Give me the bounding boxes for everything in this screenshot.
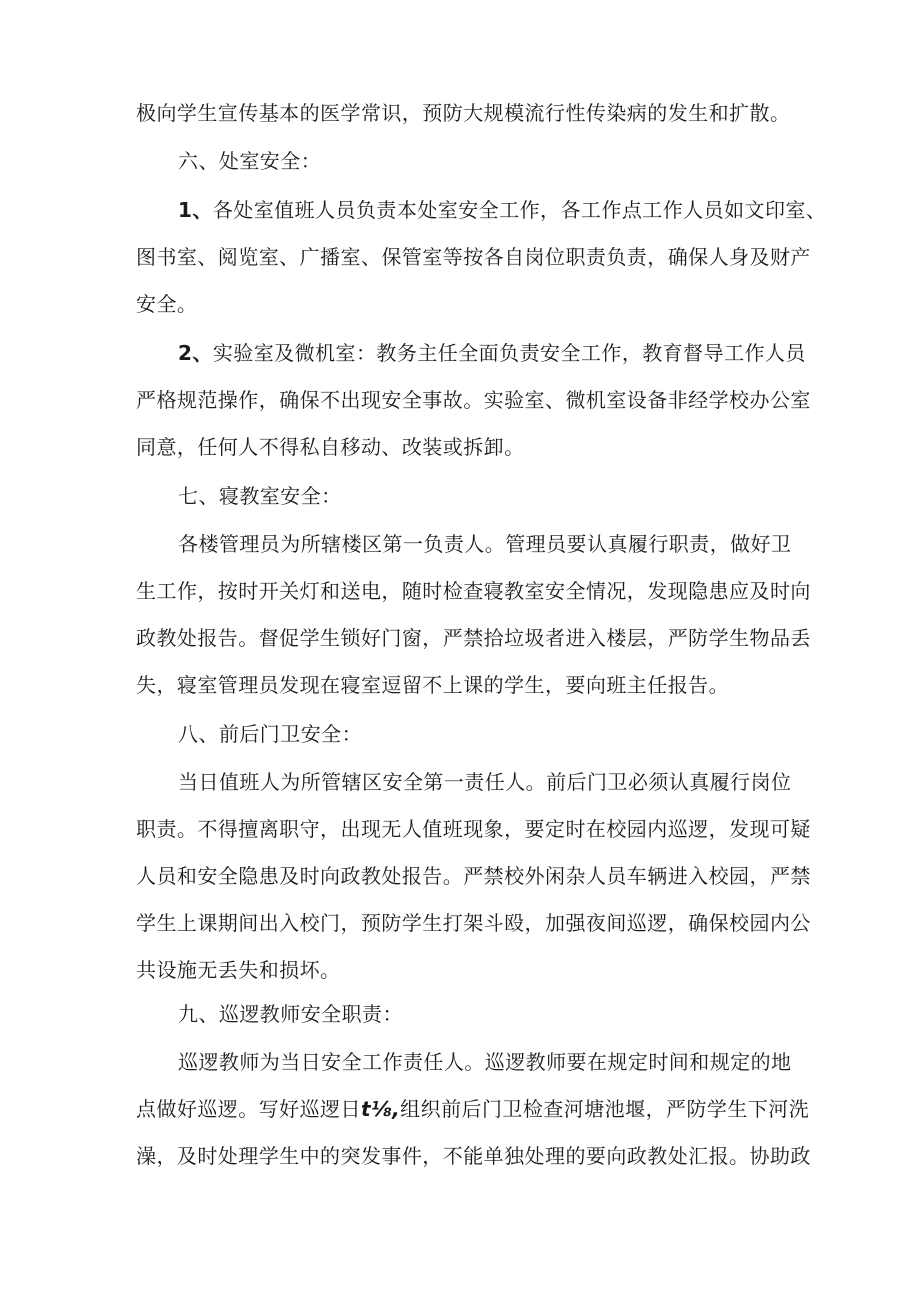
section-heading-6: 六、处室安全： xyxy=(178,149,322,173)
text-line-17: 人员和安全隐患及时向政教处报告。严禁校外闲杂人员车辆进入校园，严禁 xyxy=(136,864,811,888)
text-line-12: 政教处报告。督促学生锁好门窗，严禁拾垃圾者进入楼层，严防学生物品丢 xyxy=(136,626,811,650)
text-line-16: 职责。不得擅离职守，出现无人值班现象，要定时在校园内巡逻，发现可疑 xyxy=(136,817,811,841)
text-line-13: 失，寝室管理员发现在寝室逗留不上课的学生，要向班主任报告。 xyxy=(136,673,730,697)
text-line-4: 图书室、阅览室、广播室、保管室等按各自岗位职责负责，确保人身及财产 xyxy=(136,245,811,269)
text-line-23: 澡，及时处理学生中的突发事件，不能单独处理的要向政教处汇报。协助政 xyxy=(136,1144,811,1168)
text-line-8: 同意，任何人不得私自移动、改装或拆卸。 xyxy=(136,435,525,459)
text-line-22-body: 组织前后门卫检查河塘池堰，严防学生下河洗 xyxy=(400,1097,810,1121)
text-line-6-body: 实验室及微机室：教务主任全面负责安全工作，教育督导工作人员 xyxy=(212,341,806,365)
text-line-3-body: 各处室值班人员负责本处室安全工作，各工作点工作人员如文印室、 xyxy=(212,198,827,222)
item-number-1: 1、 xyxy=(178,198,213,222)
text-line-21: 巡逻教师为当日安全工作责任人。巡逻教师要在规定时间和规定的地 xyxy=(178,1050,792,1074)
text-line-3 xyxy=(178,196,827,224)
text-line-7: 严格规范操作，确保不出现安全事故。实验室、微机室设备非经学校办公室 xyxy=(136,388,811,412)
text-line-18: 学生上课期间出入校门，预防学生打架斗殴，加强夜间巡逻，确保校园内公 xyxy=(136,911,811,935)
text-line-6 xyxy=(178,339,806,367)
text-line-10: 各楼管理员为所辖楼区第一负责人。管理员要认真履行职责，做好卫 xyxy=(178,532,792,556)
text-line-15: 当日值班人为所管辖区安全第一责任人。前后门卫必须认真履行岗位 xyxy=(178,770,792,794)
section-heading-7: 七、寝教室安全： xyxy=(178,484,342,508)
garbled-glyph: t⅛, xyxy=(360,1097,401,1121)
text-line-22-prefix: 点做好巡逻。写好巡逻日 xyxy=(136,1097,361,1121)
item-number-2: 2、 xyxy=(178,341,213,365)
text-line-1: 极向学生宣传基本的医学常识，预防大规模流行性传染病的发生和扩散。 xyxy=(136,101,791,125)
text-line-5: 安全。 xyxy=(136,292,198,316)
text-line-22 xyxy=(136,1095,810,1123)
section-heading-8: 八、前后门卫安全： xyxy=(178,722,363,746)
text-line-19: 共设施无丢失和损坏。 xyxy=(136,958,341,982)
text-line-11: 生工作，按时开关灯和送电，随时检查寝教室安全情况，发现隐患应及时向 xyxy=(136,579,811,603)
section-heading-9: 九、巡逻教师安全职责： xyxy=(178,1002,403,1026)
